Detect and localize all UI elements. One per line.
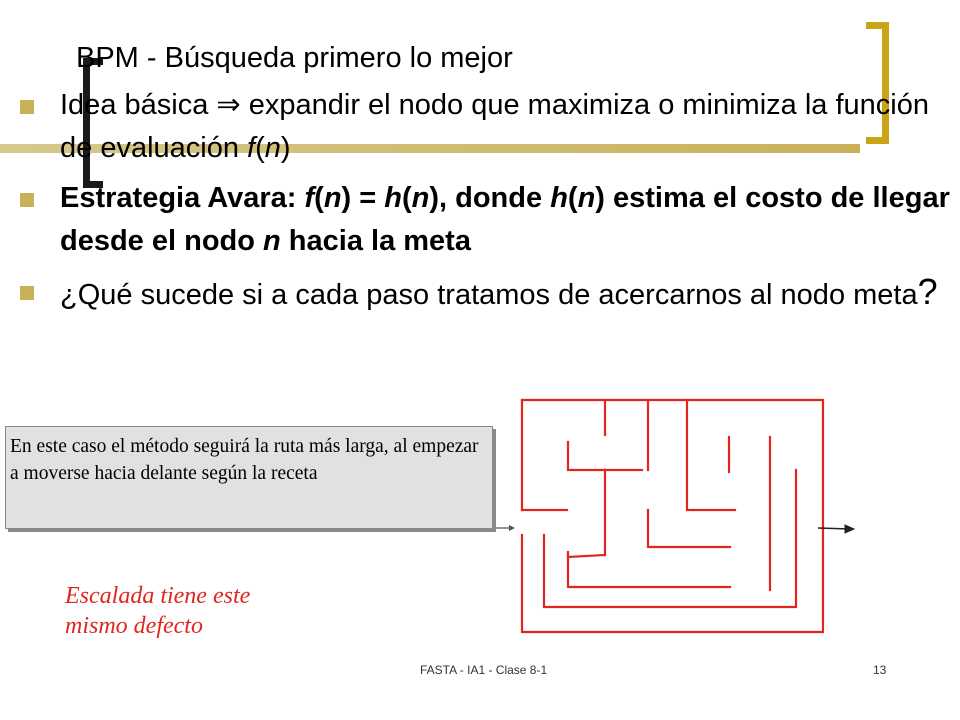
bullet-text: h <box>384 182 402 214</box>
maze-wall <box>648 510 730 547</box>
bullet-text: ( <box>314 182 324 214</box>
maze-caption: Escalada tiene este mismo defecto <box>65 583 251 639</box>
callout-arrow-icon <box>493 522 517 534</box>
page-number: 13 <box>873 663 887 677</box>
bullet-text: ¿Qué sucede si a cada paso tratamos de acercarnos al nodo meta <box>60 279 918 311</box>
maze-wall <box>522 400 823 632</box>
bullet-text: n <box>411 182 430 214</box>
maze-diagram <box>500 395 860 640</box>
bullet-text: n <box>323 182 342 214</box>
maze-wall <box>568 552 730 587</box>
slide-title: BPM - Búsqueda primero lo mejor <box>76 42 513 74</box>
bullet-text: ) estima el costo de llegar desde el nodo <box>60 182 950 257</box>
bullet-text: ( <box>255 132 265 164</box>
maze-walls <box>522 400 823 632</box>
maze-wall <box>687 400 735 510</box>
bullet-text: ) <box>280 132 291 164</box>
bullet-list <box>20 84 950 324</box>
bullet-text: n <box>263 225 281 257</box>
bullet-item <box>20 177 950 263</box>
bullet-item <box>20 84 950 170</box>
square-bullet-icon <box>20 100 34 114</box>
maze-wall <box>568 555 605 557</box>
bullet-text: ), donde <box>429 182 551 214</box>
bullet-text: f <box>304 182 315 214</box>
footer-text: FASTA - IA1 - Clase 8-1 <box>420 663 548 677</box>
bullet-text: Estrategia Avara: <box>60 182 305 214</box>
bullet-text: n <box>577 182 596 214</box>
bullet-text: ( <box>401 182 412 214</box>
bullet-text: ) = <box>341 182 385 214</box>
right-bracket-top <box>866 22 889 29</box>
maze-wall <box>568 442 642 470</box>
bullet-text: Idea básica ⇒ expandir el nodo que maximiza o minimiza la función de evaluación <box>60 89 929 164</box>
bullet-text: h <box>550 182 568 214</box>
square-bullet-icon <box>20 286 34 300</box>
bullet-item <box>20 270 950 317</box>
bullet-text: hacia la meta <box>280 225 471 257</box>
bullet-text: ( <box>567 182 578 214</box>
bullet-text: n <box>264 132 281 164</box>
explanation-textbox: En este caso el método seguirá la ruta más larga, al empezar a moverse hacia delante según la receta <box>5 426 493 529</box>
square-bullet-icon <box>20 193 34 207</box>
bullet-text: ? <box>917 271 938 312</box>
bullet-text: f <box>247 132 256 164</box>
